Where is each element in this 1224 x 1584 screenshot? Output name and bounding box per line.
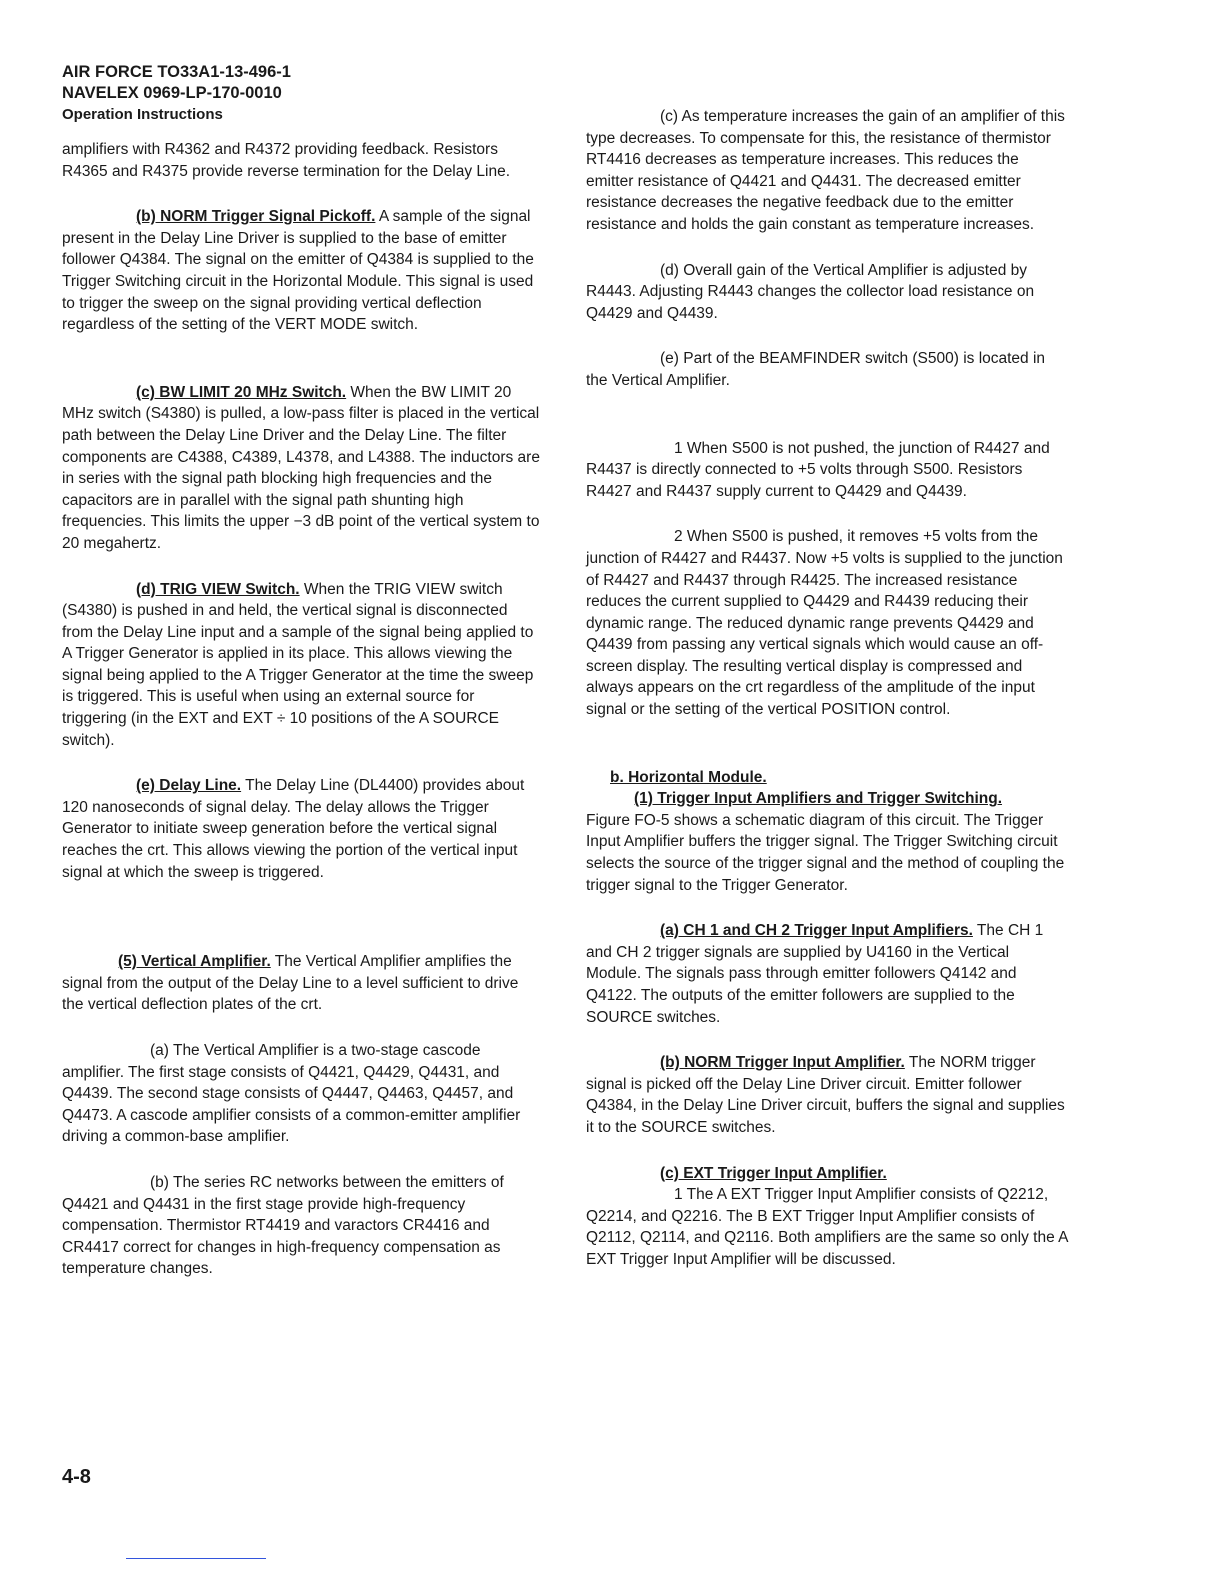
paragraph: 1 The A EXT Trigger Input Amplifier consists of Q2212, Q2214, and Q2216. The B EXT Trigger Input Amplifier consists of Q2112, Q2114, and Q2116. Both amplifiers are the same so only the A EXT Trigger Input Amplifier will be discussed. — [586, 1186, 1068, 1268]
paragraph-text: The Vertical Amplifier amplifies the signal from the output of the Delay Line to a level sufficient to drive the vertical deflection plates of the crt. — [62, 953, 519, 1014]
paragraph — [62, 579, 542, 752]
paragraph: (a) The Vertical Amplifier is a two-stage cascode amplifier. The first stage consists of Q4421, Q4429, Q4431, and Q4439. The second stage consists of Q4447, Q4463, Q4457, and Q4473. A cascode amplifier consists of a common-emitter amplifier driving a common-base amplifier. — [62, 1042, 521, 1146]
divider — [126, 1558, 266, 1559]
paragraph — [586, 1163, 1068, 1185]
section-heading: (c) BW LIMIT 20 MHz Switch. — [136, 383, 347, 401]
paragraph — [62, 382, 542, 555]
paragraph-text: The Delay Line (DL4400) provides about 120 nanoseconds of signal delay. The delay allows the Trigger Generator to initiate sweep generation before the vertical signal reaches the crt. This allows viewing the portion of the vertical input signal at which the sweep is triggered. — [62, 777, 525, 881]
paragraph: amplifiers with R4362 and R4372 providing feedback. Resistors R4365 and R4375 provide reverse termination for the Delay Line. — [62, 141, 511, 180]
paragraph: (c) As temperature increases the gain of an amplifier of this type decreases. To compensate for this, the resistance of thermistor RT4416 decreases as temperature increases. This reduces the emitter resistance of Q4421 and Q4431. The decreased emitter resistance decreases the negative feedback due to the emitter resistance and holds the gain constant as temperature increases. — [586, 108, 1065, 233]
section-heading: (b) NORM Trigger Signal Pickoff. — [136, 208, 376, 226]
paragraph — [586, 788, 1068, 810]
section-heading: (c) EXT Trigger Input Amplifier. — [660, 1164, 887, 1182]
section-heading: (1) Trigger Input Amplifiers and Trigger Switching. — [634, 790, 1003, 808]
paragraph-text: When the TRIG VIEW switch (S4380) is pushed in and held, the vertical signal is disconnected from the Delay Line input and a sample of the signal being applied to A Trigger Generator is applied in its place. This allows viewing the signal being applied to the A Trigger Generator at the time the sweep is triggered. This is useful when using an external source for triggering (in the EXT and EXT ÷ 10 positions of the A SOURCE switch). — [62, 580, 534, 749]
paragraph: (b) The series RC networks between the emitters of Q4421 and Q4431 in the first stage provide high-frequency compensation. Thermistor RT4419 and varactors CR4416 and CR4417 correct for changes in high-frequency compensation as temperature changes. — [62, 1173, 504, 1278]
header-line-3: Operation Instructions — [62, 106, 223, 123]
header-line-2: NAVELEX 0969-LP-170-0010 — [62, 84, 282, 102]
page-number: 4-8 — [62, 1466, 91, 1488]
section-heading: (e) Delay Line. — [136, 777, 242, 795]
header-line-1: AIR FORCE TO33A1-13-496-1 — [62, 63, 291, 81]
paragraph — [586, 767, 1068, 789]
paragraph: 2 When S500 is pushed, it removes +5 volts from the junction of R4427 and R4437. Now +5 volts is supplied to the junction of R4427 and R4437 through R4425. The increased resistance reduces the current supplied to Q4429 and R4439 reducing their dynamic range. The reduced dynamic range prevents Q4429 and Q4439 from passing any vertical signals which would cause an off-screen display. The resulting vertical display is compressed and always appears on the crt regardless of the amplitude of the input signal or the setting of the vertical POSITION control. — [586, 528, 1063, 719]
paragraph: Figure FO-5 shows a schematic diagram of this circuit. The Trigger Input Amplifier buffers the trigger signal. The Trigger Switching circuit selects the source of the trigger signal and the method of coupling the trigger signal to the Trigger Generator. — [586, 811, 1065, 894]
paragraph: 1 When S500 is not pushed, the junction of R4427 and R4437 is directly connected to +5 volts through S500. Resistors R4427 and R4437 supply current to Q4429 and Q4439. — [586, 439, 1050, 500]
paragraph: (e) Part of the BEAMFINDER switch (S500) is located in the Vertical Amplifier. — [586, 350, 1046, 389]
section-heading: (d) TRIG VIEW Switch. — [136, 580, 300, 598]
paragraph-text: A sample of the signal present in the Delay Line Driver is supplied to the base of emitter follower Q4384. The signal on the emitter of Q4384 is supplied to the Trigger Switching circuit in the Horizontal Module. This signal is used to trigger the sweep on the signal providing vertical deflection regardless of the setting of the VERT MODE switch. — [62, 208, 534, 334]
section-heading: (b) NORM Trigger Input Amplifier. — [660, 1054, 905, 1072]
section-heading: b. Horizontal Module. — [610, 768, 767, 786]
section-heading: (a) CH 1 and CH 2 Trigger Input Amplifiers. — [660, 922, 973, 940]
paragraph-text: When the BW LIMIT 20 MHz switch (S4380) is pulled, a low-pass filter is placed in the vertical path between the Delay Line Driver and the Delay Line. The filter components are C4388, C4389, L4378, and L4388. The inductors are in series with the signal path blocking high frequencies and the capacitors are in parallel with the signal path shunting high frequencies. This limits the upper −3 dB point of the vertical system to 20 megahertz. — [62, 383, 540, 552]
right-column — [586, 106, 1068, 1271]
paragraph — [586, 920, 1068, 1028]
section-heading: (5) Vertical Amplifier. — [118, 953, 271, 971]
paragraph-text: The NORM trigger signal is picked off the Delay Line Driver circuit. Emitter follower Q4384, in the Delay Line Driver circuit, buffers the signal and supplies it to the SOURCE switches. — [586, 1054, 1065, 1136]
paragraph — [62, 775, 542, 883]
paragraph-text: The CH 1 and CH 2 trigger signals are supplied by U4160 in the Vertical Module. The signals pass through emitter followers Q4142 and Q4122. The outputs of the emitter followers are supplied to the SOURCE switches. — [586, 922, 1044, 1026]
left-column — [62, 139, 542, 1280]
paragraph: (d) Overall gain of the Vertical Amplifier is adjusted by R4443. Adjusting R4443 changes the collector load resistance on Q4429 and Q4439. — [586, 261, 1035, 322]
paragraph — [62, 206, 542, 336]
paragraph — [586, 1052, 1068, 1138]
paragraph — [62, 951, 542, 1016]
document-header — [62, 62, 291, 125]
